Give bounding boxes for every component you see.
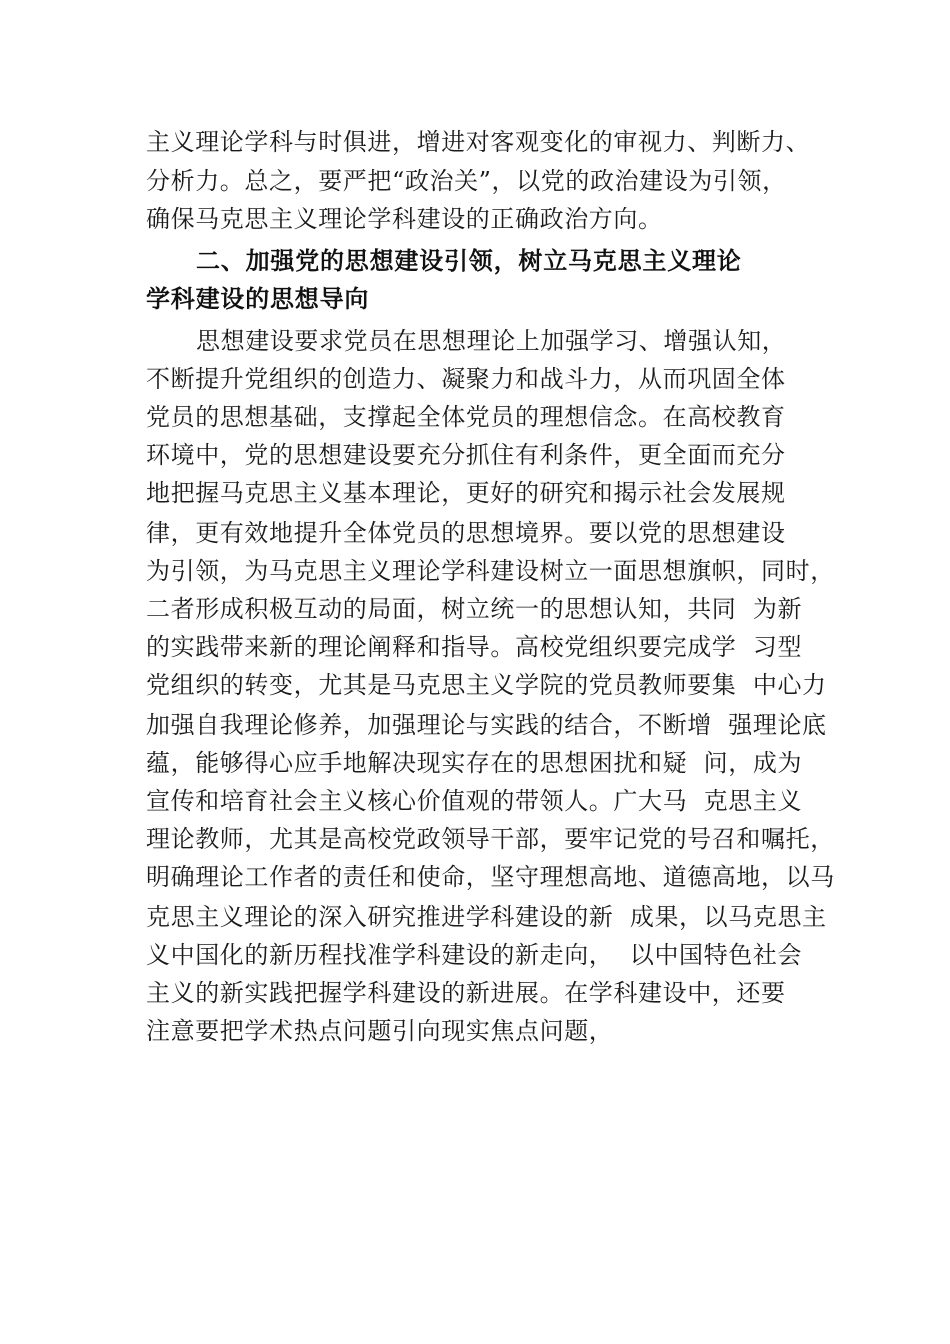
section-heading-line-2: 学科建设的思想导向: [146, 285, 370, 313]
paragraph-line: 克思主义理论的深入研究推进学科建设的新 成果，以马克思主: [146, 903, 827, 931]
paragraph-line: 理论教师，尤其是高校党政领导干部，要牢记党的号召和嘱托，: [146, 825, 835, 853]
paragraph-line: 律，更有效地提升全体党员的思想境界。要以党的思想建设: [146, 519, 786, 547]
paragraph-line: 环境中，党的思想建设要充分抓住有利条件，更全面而充分: [146, 441, 786, 469]
paragraph-line: 确保马克思主义理论学科建设的正确政治方向。: [146, 205, 663, 233]
paragraph-line: 注意要把学术热点问题引向现实焦点问题，: [146, 1017, 614, 1045]
paragraph-line: 分析力。总之，要严把“政治关”，以党的政治建设为引领，: [146, 167, 787, 195]
paragraph-line: 地把握马克思主义基本理论，更好的研究和揭示社会发展规: [146, 479, 786, 507]
section-heading-line-1: 二、加强党的思想建设引领，树立马克思主义理论: [196, 247, 742, 275]
paragraph-line: 宣传和培育社会主义核心价值观的带领人。广大马 克思主义: [146, 787, 803, 815]
paragraph-line: 党员的思想基础，支撑起全体党员的理想信念。在高校教育: [146, 403, 786, 431]
paragraph-line: 加强自我理论修养，加强理论与实践的结合，不断增 强理论底: [146, 711, 827, 739]
paragraph-line: 明确理论工作者的责任和使命，坚守理想高地、道德高地，以马: [146, 863, 835, 891]
paragraph-line: 主义理论学科与时俱进，增进对客观变化的审视力、判断力、: [146, 128, 811, 156]
paragraph-line: 的实践带来新的理论阐释和指导。高校党组织要完成学 习型: [146, 633, 803, 661]
paragraph-line: 主义的新实践把握学科建设的新进展。在学科建设中，还要: [146, 979, 786, 1007]
paragraph-first-line: 思想建设要求党员在思想理论上加强学习、增强认知，: [196, 327, 787, 355]
paragraph-line: 党组织的转变，尤其是马克思主义学院的党员教师要集 中心力: [146, 671, 827, 699]
paragraph-line: 义中国化的新历程找准学科建设的新走向， 以中国特色社会: [146, 941, 803, 969]
paragraph-line: 不断提升党组织的创造力、凝聚力和战斗力，从而巩固全体: [146, 365, 786, 393]
paragraph-line: 二者形成积极互动的局面，树立统一的思想认知，共同 为新: [146, 595, 803, 623]
paragraph-line: 蕴，能够得心应手地解决现实存在的思想困扰和疑 问，成为: [146, 749, 803, 777]
paragraph-line: 为引领，为马克思主义理论学科建设树立一面思想旗帜，同时，: [146, 557, 835, 585]
